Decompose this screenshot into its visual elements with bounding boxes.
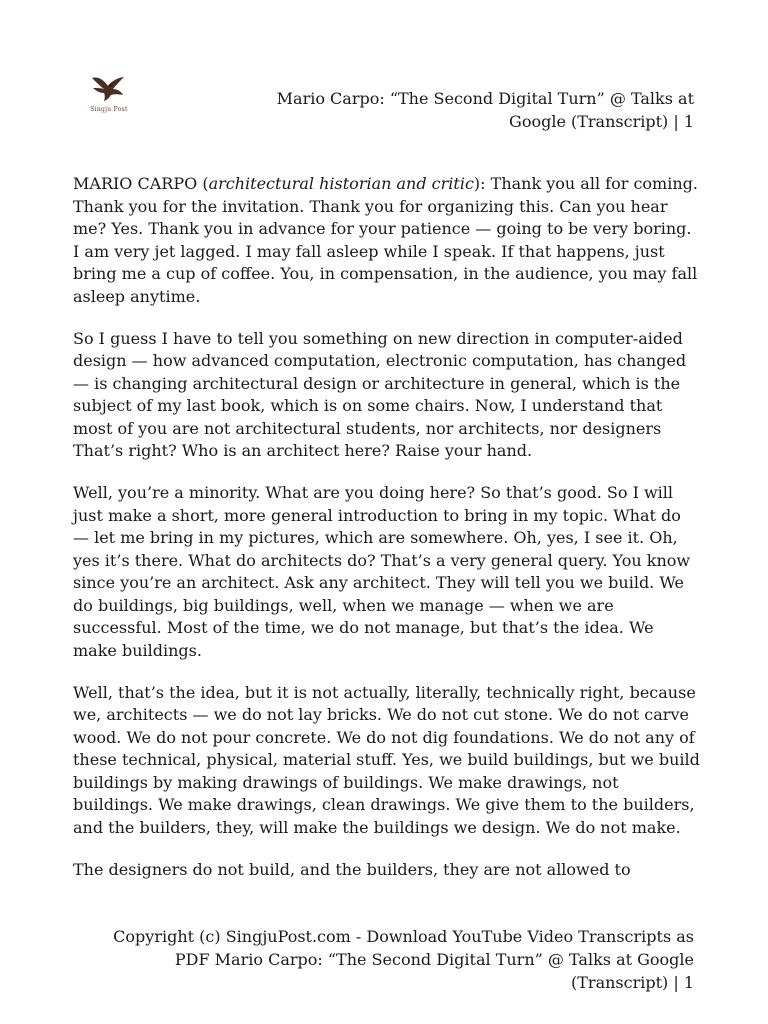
paragraph-5: The designers do not build, and the builders, they are not allowed to (73, 859, 631, 879)
paragraph-1 (73, 173, 701, 308)
page-footer-copyright: Copyright (c) SingjuPost.com - Download YouTube Video Transcripts as PDF Mario Carpo: “The Second Digital Turn” @ Talks at Google (Transcript) | 1 (113, 927, 694, 992)
paren-close: ): (473, 174, 491, 193)
eagle-logo-icon (78, 72, 140, 106)
paragraph-3: Well, you’re a minority. What are you doing here? So that’s good. So I will just make a short, more general introduction to bring in my topic. What do — let me bring in my pictures, which are somewhere. Oh, yes, I see it. Oh, yes it’s there. What do architects do? That’s a very general query. You know since you’re an architect. Ask any architect. They will tell you we build. We do buildings, big buildings, well, when we manage — when we are successful. Most of the time, we do not manage, but that’s the idea. We make buildings. (73, 483, 691, 660)
paragraph-2: So I guess I have to tell you something on new direction in computer-aided design — how advanced computation, electronic computation, has changed — is changing architectural design or architecture in general, which is the subject of my last book, which is on some chairs. Now, I understand that most of you are not architectural students, nor architects, nor designers That’s right? Who is an architect here? Raise your hand. (73, 328, 687, 460)
transcript-body (73, 173, 701, 881)
page-header-title: Mario Carpo: “The Second Digital Turn” @ Talks at Google (Transcript) | 1 (276, 89, 694, 131)
site-logo[interactable] (78, 72, 140, 120)
paragraph-4: Well, that’s the idea, but it is not actually, literally, technically right, because we, architects — we do not lay bricks. We do not cut stone. We do not carve wood. We do not pour concrete. We do not dig foundations. We do not any of these technical, physical, material stuff. Yes, we build buildings, but we build buildings by making drawings of buildings. We make drawings, not buildings. We make drawings, clean drawings. We give them to the builders, and the builders, they, will make the buildings we design. We do not make. (73, 682, 700, 837)
logo-text: Singju Post (90, 106, 128, 113)
speaker-name: MARIO CARPO (73, 174, 198, 193)
paren-open: ( (197, 174, 209, 193)
speaker-role: architectural historian and critic (208, 174, 474, 193)
paragraph-1-text: Thank you all for coming. Thank you for the invitation. Thank you for organizing this. Can you hear me? Yes. Thank you in advance for your patience — going to be very boring. I am very jet lagged. I may fall asleep while I speak. If that happens, just bring me a cup of coffee. You, in compensation, in the audience, you may fall asleep anytime. (73, 174, 698, 306)
